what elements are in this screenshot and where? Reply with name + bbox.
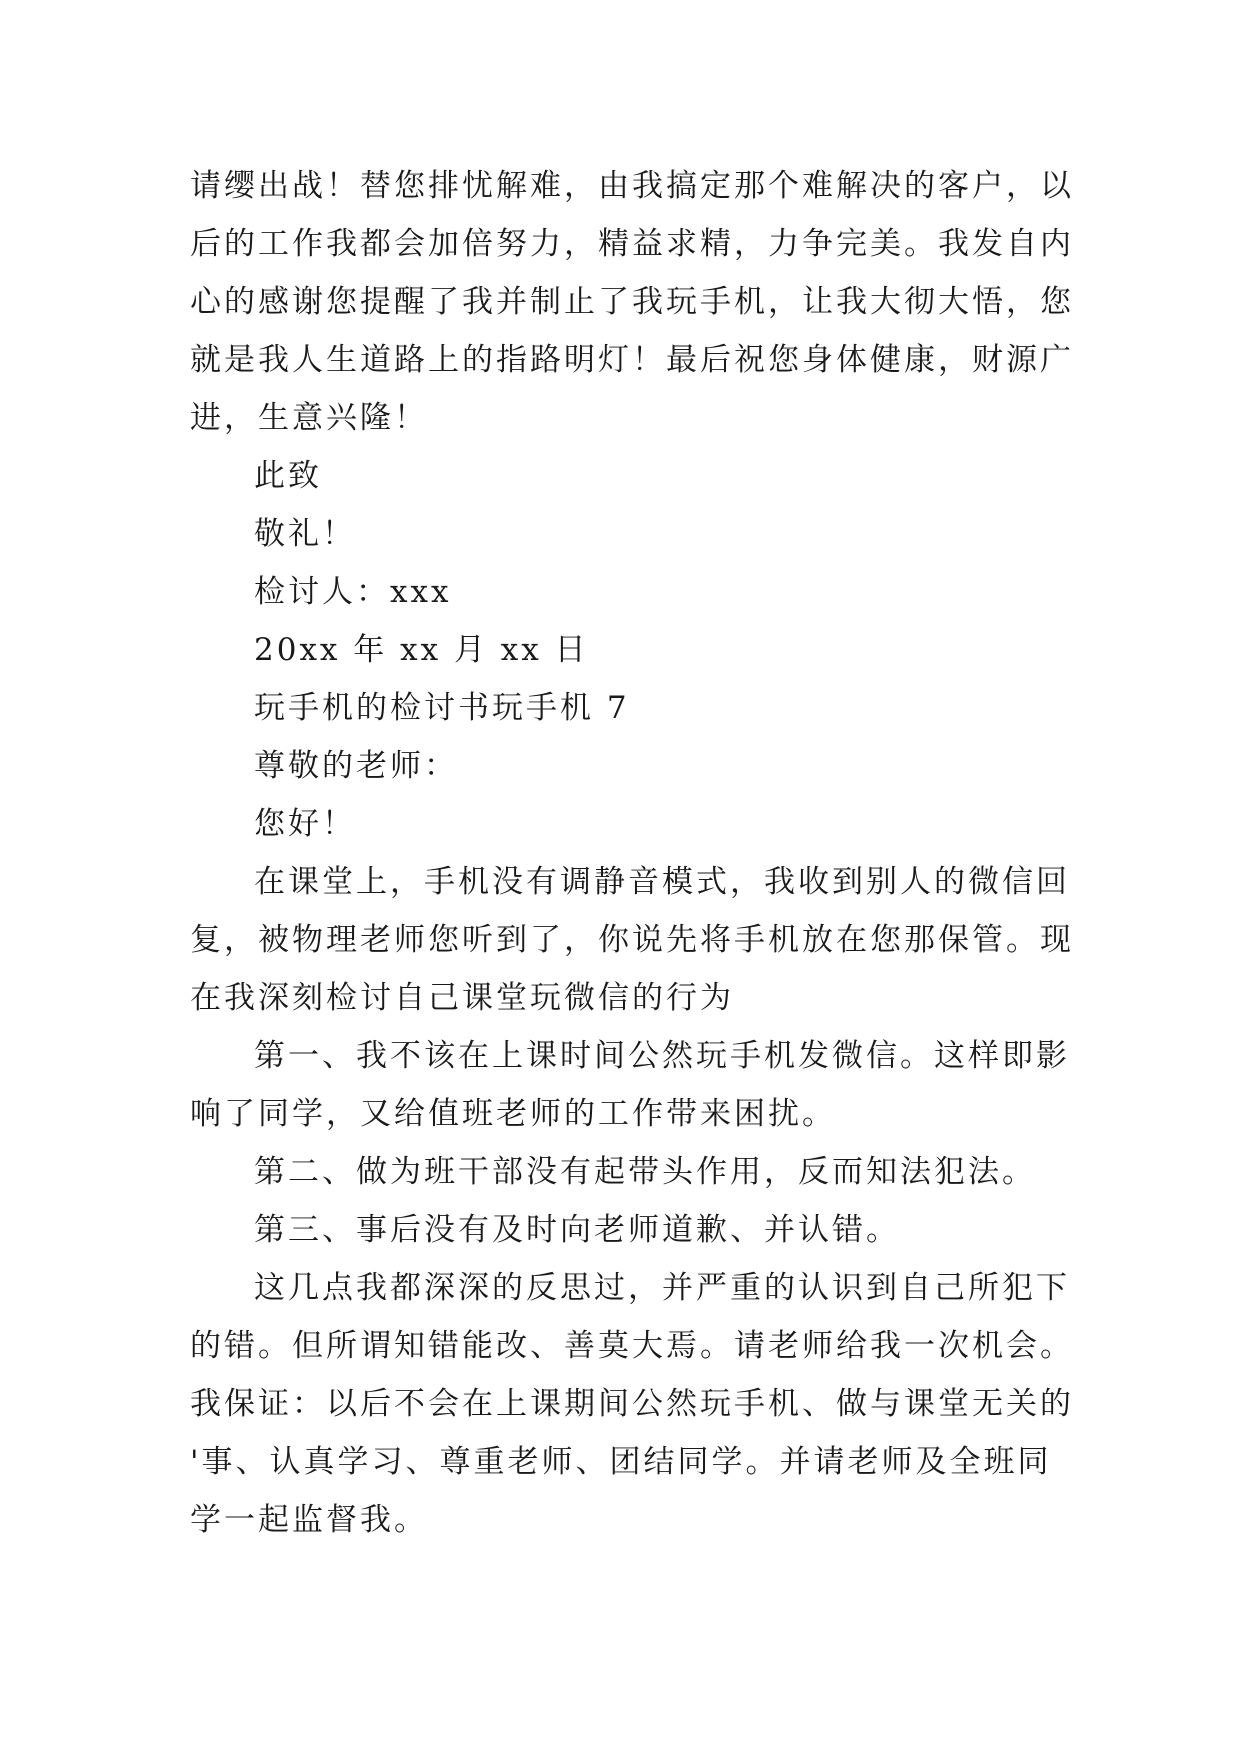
text-line: 检讨人：xxx <box>254 574 452 610</box>
text-line: 尊敬的老师： <box>254 748 458 784</box>
letter-body <box>190 157 1074 1549</box>
text-line: 响了同学，又给值班老师的工作带来困扰。 <box>190 1096 836 1132</box>
text-line: 第三、事后没有及时向老师道歉、并认错。 <box>254 1212 900 1248</box>
text-line: 就是我人生道路上的指路明灯！最后祝您身体健康，财源广 <box>190 342 1074 378</box>
text-line: 这几点我都深深的反思过，并严重的认识到自己所犯下 <box>254 1270 1070 1306</box>
text-line: 玩手机的检讨书玩手机 7 <box>254 690 630 726</box>
text-line: 在我深刻检讨自己课堂玩微信的行为 <box>190 980 734 1016</box>
text-line: '事、认真学习、尊重老师、团结同学。并请老师及全班同 <box>190 1444 1052 1480</box>
text-line: 的错。但所谓知错能改、善莫大焉。请老师给我一次机会。 <box>190 1328 1074 1364</box>
text-line: 敬礼！ <box>254 516 356 552</box>
text-line: 心的感谢您提醒了我并制止了我玩手机，让我大彻大悟，您 <box>190 284 1074 320</box>
text-line: 在课堂上，手机没有调静音模式，我收到别人的微信回 <box>254 864 1070 900</box>
text-line: 20xx 年 xx 月 xx 日 <box>254 632 589 668</box>
text-line: 请缨出战！替您排忧解难，由我搞定那个难解决的客户，以 <box>190 168 1074 204</box>
text-line: 您好！ <box>254 806 356 842</box>
text-line: 后的工作我都会加倍努力，精益求精，力争完美。我发自内 <box>190 226 1074 262</box>
text-line: 第一、我不该在上课时间公然玩手机发微信。这样即影 <box>254 1038 1070 1074</box>
text-line: 我保证：以后不会在上课期间公然玩手机、做与课堂无关的 <box>190 1386 1074 1422</box>
text-line: 此致 <box>254 458 322 494</box>
text-line: 进，生意兴隆！ <box>190 400 428 436</box>
text-line: 学一起监督我。 <box>190 1502 428 1538</box>
text-line: 第二、做为班干部没有起带头作用，反而知法犯法。 <box>254 1154 1036 1190</box>
text-line: 复，被物理老师您听到了，你说先将手机放在您那保管。现 <box>190 922 1074 958</box>
